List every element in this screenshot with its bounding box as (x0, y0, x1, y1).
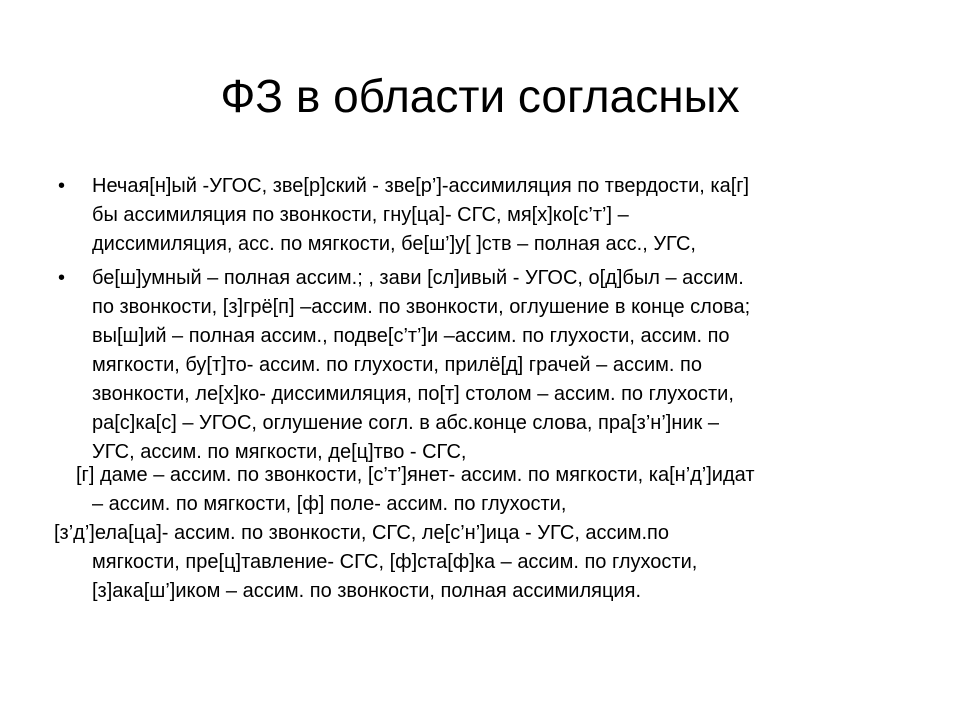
text-line: [з’д’]ела[ца]- ассим. по звонкости, СГС, ле[с’н’]ица - УГС, ассим.по (54, 522, 669, 544)
text-line: Нечая[н]ый -УГОС, зве[р]ский - зве[р’]-ассимиляция по твердости, ка[г] (92, 175, 750, 197)
bullet-marker: • (58, 175, 66, 197)
text-line: ра[с]ка[с] – УГОС, оглушение согл. в абс.конце слова, пра[з’н’]ник – (92, 412, 719, 434)
text-line: мягкости, пре[ц]тавление- СГС, [ф]ста[ф]ка – ассим. по глухости, (92, 551, 698, 573)
continuation-paragraph (76, 461, 936, 519)
text-line: мягкости, бу[т]то- ассим. по глухости, прилё[д] грачей – ассим. по (92, 354, 702, 376)
bullet-text (92, 172, 910, 259)
text-line: по звонкости, [з]грё[п] –ассим. по звонкости, оглушение в конце слова; (92, 296, 751, 318)
text-line: звонкости, ле[х]ко- диссимиляция, по[т] столом – ассим. по глухости, (92, 383, 734, 405)
continuation-paragraph (54, 519, 914, 606)
text-line: [г] даме – ассим. по звонкости, [с’т’]янет- ассим. по мягкости, ка[н’д’]идат (76, 464, 755, 486)
slide-title: ФЗ в области согласных (220, 70, 740, 122)
text-line: диссимиляция, асс. по мягкости, бе[ш’]у[ ]ств – полная асс., УГС, (92, 233, 696, 255)
text-line: вы[ш]ий – полная ассим., подве[с’т’]и –ассим. по глухости, ассим. по (92, 325, 730, 347)
bullet-text (92, 264, 910, 467)
bullet-marker: • (58, 267, 66, 289)
text-line: УГС, ассим. по мягкости, де[ц]тво - СГС, (92, 441, 467, 463)
text-line: [з]ака[ш’]иком – ассим. по звонкости, полная ассимиляция. (92, 580, 641, 602)
text-line: бе[ш]умный – полная ассим.; , зави [сл]ивый - УГОС, о[д]был – ассим. (92, 267, 744, 289)
text-line: бы ассимиляция по звонкости, гну[ца]- СГС, мя[х]ко[с’т’] – (92, 204, 629, 226)
text-line: – ассим. по мягкости, [ф] поле- ассим. по глухости, (92, 493, 567, 515)
